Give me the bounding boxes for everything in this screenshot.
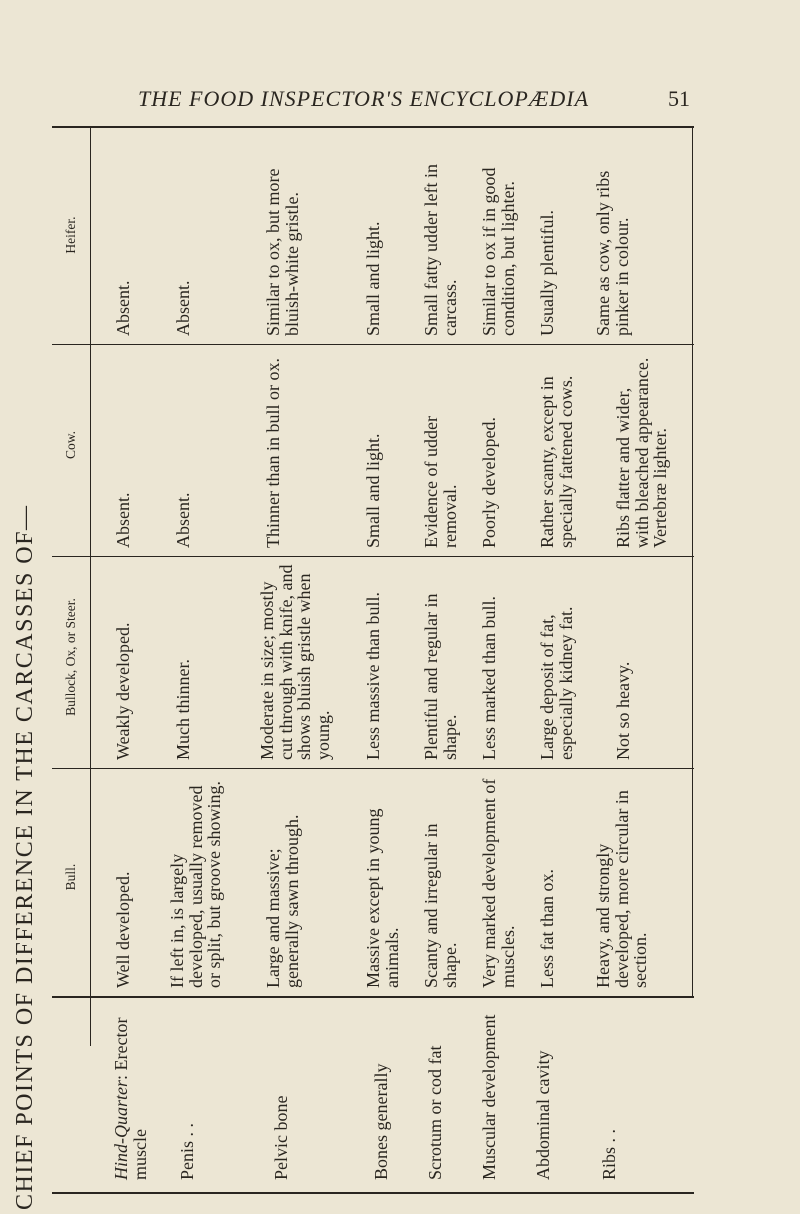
column-divider — [52, 344, 694, 345]
table-cell: Not so heavy. — [613, 661, 633, 760]
table-cell: Massive except in young animals. — [363, 808, 402, 988]
table-cell: Ribs flatter and wider, with bleached appearance. Vertebræ lighter. — [613, 357, 670, 548]
table-cell: Thinner than in bull or ox. — [263, 358, 283, 548]
table-cell: Similar to ox if in good condition, but lighter. — [479, 167, 518, 336]
table-cell: Small and light. — [363, 433, 383, 548]
header-divider — [90, 126, 91, 1046]
table-cell: Heavy, and strongly developed, more circular in section. — [593, 790, 650, 988]
table-cell: Rather scanty, except in specially fattened cows. — [537, 375, 576, 548]
table-title: CHIEF POINTS OF DIFFERENCE IN THE CARCASSES OF— — [12, 504, 38, 1210]
row-label — [112, 1006, 170, 1180]
table-cell: Less massive than bull. — [363, 592, 383, 760]
table-cell: Well developed. — [113, 871, 133, 988]
row-label-italic: Hind-Quarter — [111, 1080, 131, 1180]
table-right-rule — [692, 126, 693, 996]
table-cell: Large and massive; generally sawn through. — [263, 814, 302, 988]
table-cell: Scanty and irregular in shape. — [421, 823, 460, 988]
table-cell: Same as cow, only ribs pinker in colour. — [593, 170, 632, 336]
column-heading: Bullock, Ox, or Steer. — [63, 598, 78, 716]
row-label: Scrotum or cod fat — [425, 1045, 445, 1180]
table-cell: Evidence of udder removal. — [421, 416, 460, 548]
column-heading: Bull. — [63, 863, 78, 891]
column-heading: Cow. — [63, 431, 78, 460]
column-divider — [52, 556, 694, 557]
table-cell: Absent. — [173, 280, 193, 336]
table-cell: Absent. — [113, 492, 133, 548]
table-cell: Plentiful and regular in shape. — [421, 593, 460, 760]
table-cell: Usually plentiful. — [537, 210, 557, 336]
table-cell: Much thinner. — [173, 659, 193, 760]
page-number: 51 — [668, 86, 690, 111]
running-head-title: THE FOOD INSPECTOR'S ENCYCLOPÆDIA — [138, 86, 590, 111]
row-label: Penis . . — [177, 1122, 197, 1180]
row-label: Bones generally — [371, 1063, 391, 1180]
row-label: Ribs . . — [599, 1128, 619, 1180]
row-label: Muscular development — [479, 1014, 499, 1180]
row-label-text: : Erector muscle — [111, 1017, 150, 1180]
table-cell: Very marked development of muscles. — [479, 778, 518, 988]
table-cell: Less marked than bull. — [479, 596, 499, 760]
table-cell: Absent. — [173, 492, 193, 548]
comparison-table — [52, 126, 694, 1196]
table-cell: Weakly developed. — [113, 622, 133, 760]
row-label: Pelvic bone — [271, 1095, 291, 1180]
table-cell: Absent. — [113, 280, 133, 336]
column-heading: Heifer. — [63, 216, 78, 254]
table-bottom-rule — [52, 1192, 694, 1194]
running-header — [0, 78, 800, 118]
table-cell: Small and light. — [363, 221, 383, 336]
table-cell: Small fatty udder left in carcass. — [421, 164, 460, 336]
table-cell: Poorly developed. — [479, 417, 499, 548]
table-top-rule — [52, 126, 694, 128]
table-cell: If left in, is largely developed, usually removed or split, but groove showing. — [167, 781, 224, 988]
column-divider — [52, 996, 694, 998]
row-label: Abdominal cavity — [533, 1050, 553, 1180]
table-cell: Similar to ox, but more bluish-white gristle. — [263, 168, 302, 336]
table-cell: Large deposit of fat, especially kidney fat. — [537, 606, 576, 760]
column-divider — [52, 768, 694, 769]
table-cell: Moderate in size; mostly cut through with knife, and shows bluish gristle when young. — [257, 564, 333, 760]
table-cell: Less fat than ox. — [537, 869, 557, 988]
